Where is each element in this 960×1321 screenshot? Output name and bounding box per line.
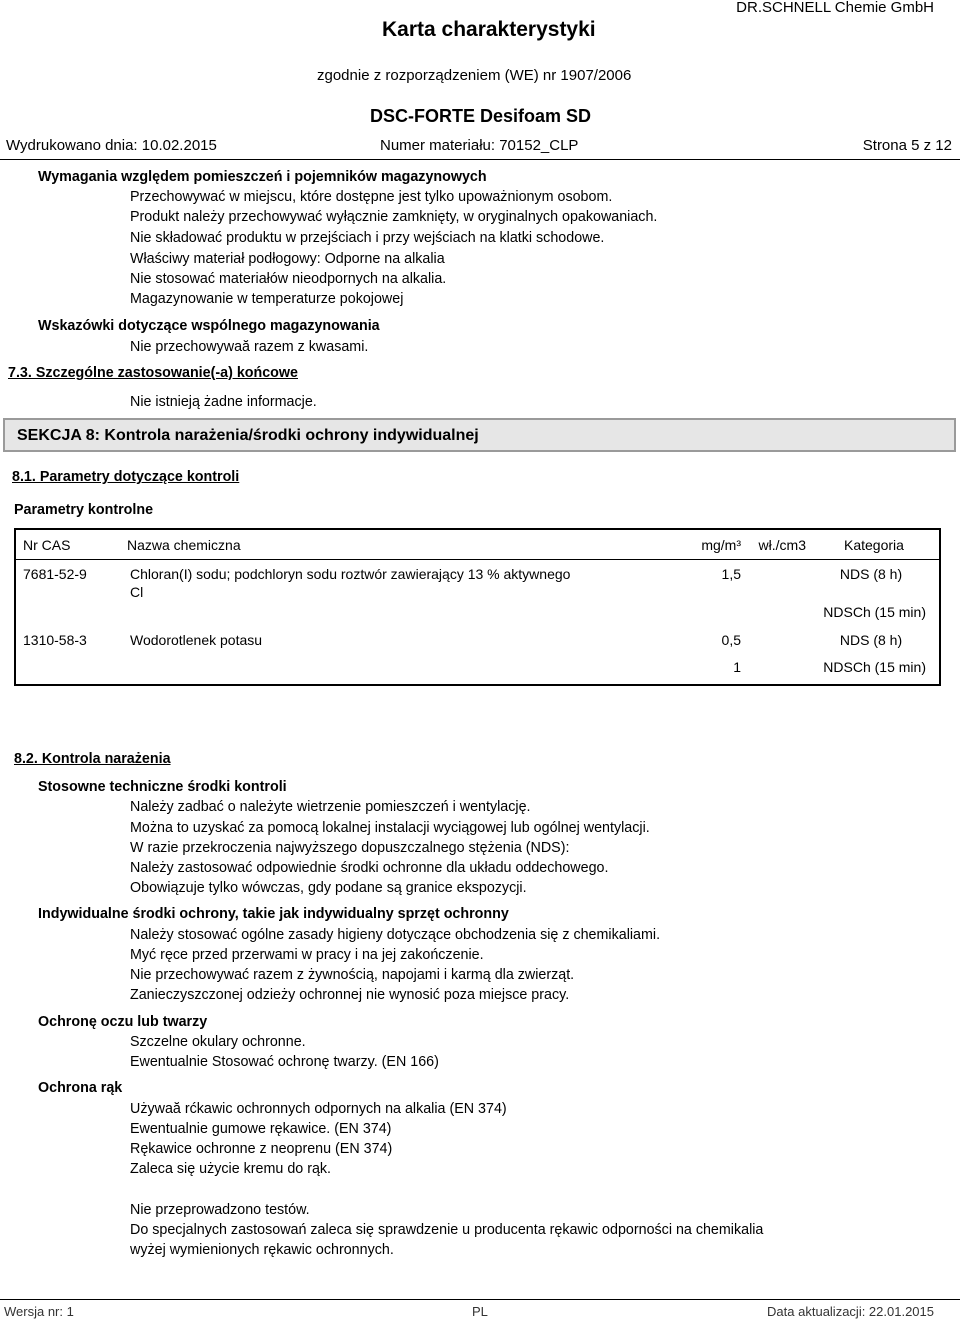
document-title: Karta charakterystyki: [382, 18, 596, 41]
regulation-line: zgodnie z rozporządzeniem (WE) nr 1907/2006: [317, 67, 632, 84]
table-cell-cas: 7681-52-9: [23, 566, 87, 582]
table-header-ppm: wł./cm3: [758, 537, 806, 553]
hand-protection-note: Do specjalnych zastosowań zaleca się sprawdzenie u producenta rękawic odporności na chemikalia: [130, 1222, 764, 1238]
hand-protection-line: Ewentualnie gumowe rękawice. (EN 374): [130, 1121, 392, 1137]
table-cell-mgm3: 1,5: [721, 566, 741, 582]
section-7-3-heading: 7.3. Szczególne zastosowanie(-a) końcowe: [8, 365, 298, 381]
table-cell-name-cont: Cl: [130, 584, 144, 600]
section-7-3-line: Nie istnieją żadne informacje.: [130, 394, 317, 410]
personal-protection-line: Zanieczyszczonej odzieży ochronnej nie wynosić poza miejsce pracy.: [130, 987, 570, 1003]
table-cell-category: NDS (8 h): [839, 632, 903, 648]
storage-line: Nie składować produktu w przejściach i przy wejściach na klatki schodowe.: [130, 230, 605, 246]
footer-version: Wersja nr: 1: [4, 1304, 74, 1319]
hand-protection-heading: Ochrona rąk: [38, 1080, 123, 1096]
footer-divider: [0, 1299, 960, 1300]
section-8-title: SEKCJA 8: Kontrola narażenia/środki ochrony indywidualnej: [17, 427, 479, 444]
eye-protection-heading: Ochronę oczu lub twarzy: [38, 1014, 208, 1030]
table-header-cas: Nr CAS: [23, 537, 71, 553]
table-cell-category: NDSCh (15 min): [823, 659, 926, 675]
technical-controls-line: Należy zastosować odpowiednie środki ochronne dla układu oddechowego.: [130, 860, 609, 876]
table-cell-category: NDS (8 h): [839, 566, 903, 582]
header-divider: [0, 159, 960, 160]
hand-protection-line: Rękawice ochronne z neoprenu (EN 374): [130, 1141, 393, 1157]
storage-requirements-heading: Wymagania względem pomieszczeń i pojemników magazynowych: [38, 169, 487, 185]
section-8-banner: [3, 418, 956, 452]
hand-protection-line: Używaă rćkawic ochronnych odpornych na alkalia (EN 374): [130, 1101, 507, 1117]
section-8-2-heading: 8.2. Kontrola narażenia: [14, 751, 171, 767]
table-cell-category: NDSCh (15 min): [823, 604, 926, 620]
storage-line: Magazynowanie w temperaturze pokojowej: [130, 291, 404, 307]
table-header-divider: [16, 559, 939, 560]
table-header-mgm3: mg/m³: [701, 537, 741, 553]
joint-storage-line: Nie przechowywaă razem z kwasami.: [130, 339, 369, 355]
eye-protection-line: Ewentualnie Stosować ochronę twarzy. (EN 166): [130, 1054, 439, 1070]
joint-storage-heading: Wskazówki dotyczące wspólnego magazynowania: [38, 318, 380, 334]
personal-protection-heading: Indywidualne środki ochrony, takie jak indywidualny sprzęt ochronny: [38, 906, 509, 922]
storage-line: Właściwy materiał podłogowy: Odporne na alkalia: [130, 251, 445, 267]
hand-protection-note: wyżej wymienionych rękawic ochronnych.: [130, 1242, 394, 1258]
company-name: DR.SCHNELL Chemie GmbH: [736, 0, 934, 16]
table-cell-mgm3: 0,5: [721, 632, 741, 648]
technical-controls-line: Można to uzyskać za pomocą lokalnej instalacji wyciągowej lub ogólnej wentylacji.: [130, 820, 650, 836]
table-cell-name: Wodorotlenek potasu: [130, 632, 263, 648]
personal-protection-line: Myć ręce przed przerwami w pracy i na jej zakończenie.: [130, 947, 484, 963]
hand-protection-note: Nie przeprowadzono testów.: [130, 1202, 310, 1218]
control-parameters-heading: Parametry kontrolne: [14, 502, 154, 518]
table-cell-mgm3: 1: [733, 659, 741, 675]
storage-line: Przechowywać w miejscu, które dostępne jest tylko upoważnionym osobom.: [130, 189, 613, 205]
storage-line: Nie stosować materiałów nieodpornych na alkalia.: [130, 271, 447, 287]
material-number: Numer materiału: 70152_CLP: [380, 137, 579, 154]
page-number: Strona 5 z 12: [862, 137, 952, 154]
section-8-1-heading: 8.1. Parametry dotyczące kontroli: [12, 469, 240, 485]
table-header-name: Nazwa chemiczna: [127, 537, 241, 553]
table-header-category: Kategoria: [844, 537, 904, 553]
product-name: DSC-FORTE Desifoam SD: [370, 106, 592, 126]
table-cell-cas: 1310-58-3: [23, 632, 87, 648]
storage-line: Produkt należy przechowywać wyłącznie zamknięty, w oryginalnych opakowaniach.: [130, 209, 658, 225]
eye-protection-line: Szczelne okulary ochronne.: [130, 1034, 306, 1050]
personal-protection-line: Należy stosować ogólne zasady higieny dotyczące obchodzenia się z chemikaliami.: [130, 927, 661, 943]
print-date: Wydrukowano dnia: 10.02.2015: [6, 137, 217, 154]
personal-protection-line: Nie przechowywać razem z żywnością, napojami i karmą dla zwierząt.: [130, 967, 575, 983]
footer-language: PL: [472, 1304, 488, 1319]
hand-protection-line: Zaleca się użycie kremu do rąk.: [130, 1161, 332, 1177]
technical-controls-line: W razie przekroczenia najwyższego dopuszczalnego stężenia (NDS):: [130, 840, 570, 856]
technical-controls-line: Należy zadbać o należyte wietrzenie pomieszczeń i wentylację.: [130, 799, 531, 815]
technical-controls-line: Obowiązuje tylko wówczas, gdy podane są granice ekspozycji.: [130, 880, 527, 896]
footer-update-date: Data aktualizacji: 22.01.2015: [767, 1304, 934, 1319]
exposure-limits-table: [14, 528, 941, 686]
technical-controls-heading: Stosowne techniczne środki kontroli: [38, 779, 287, 795]
table-cell-name: Chloran(I) sodu; podchloryn sodu roztwór zawierający 13 % aktywnego: [130, 566, 571, 582]
